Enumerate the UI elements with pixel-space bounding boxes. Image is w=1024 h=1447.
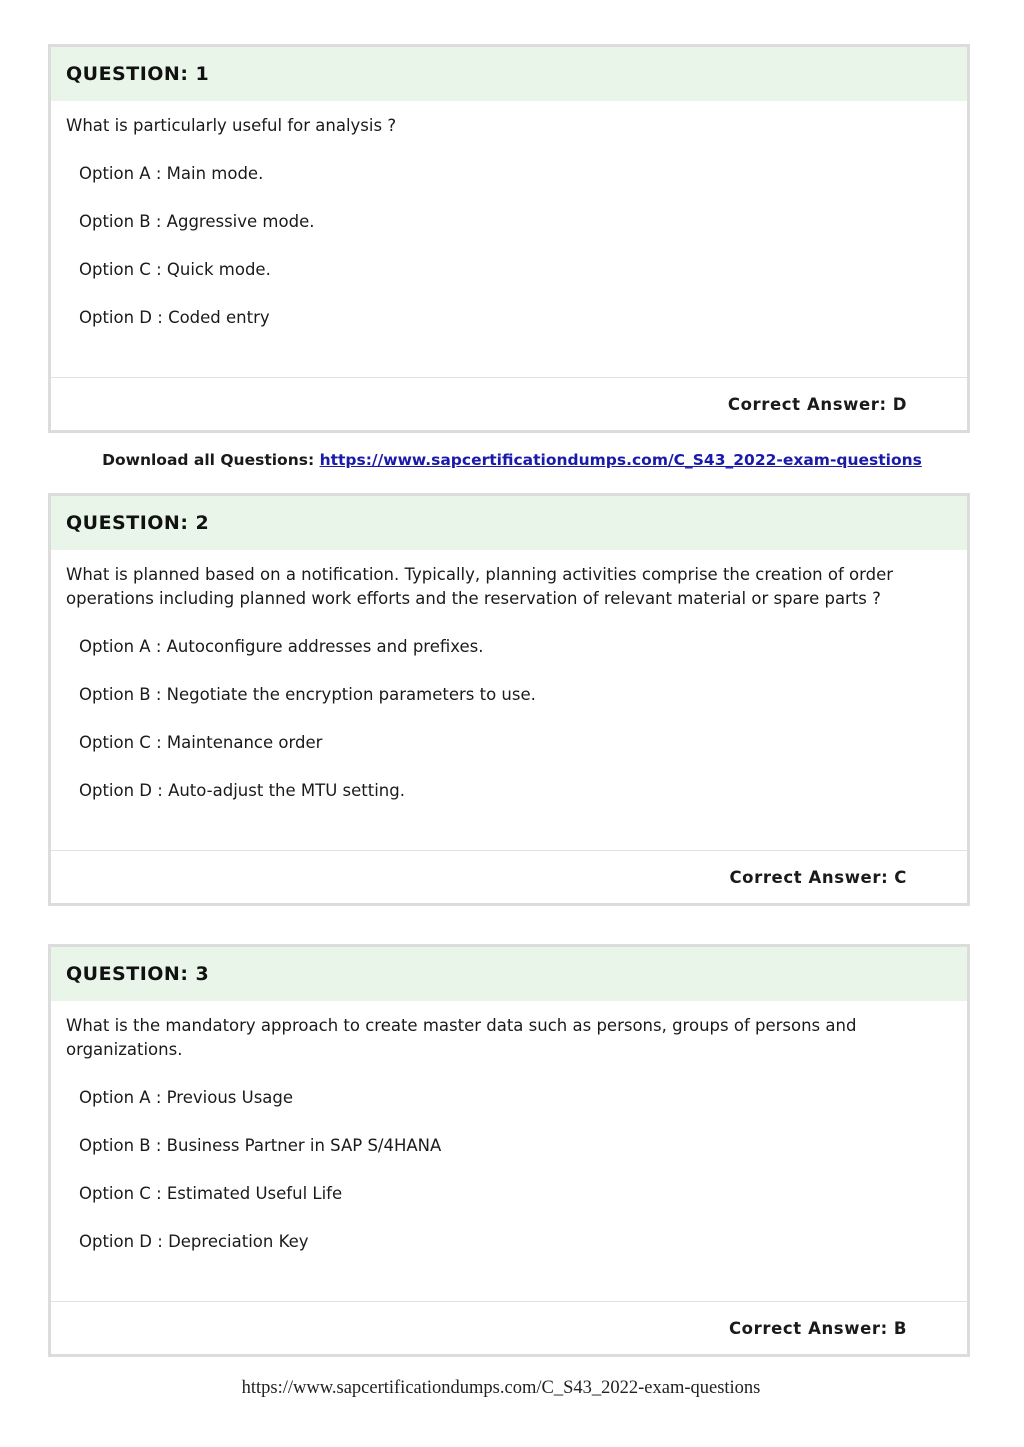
options-list — [66, 162, 952, 330]
footer-url: https://www.sapcertificationdumps.com/C_S43_2022-exam-questions — [241, 1378, 761, 1398]
option-d: Option D : Coded entry — [79, 308, 270, 327]
answer-value: C — [894, 867, 907, 887]
options-list — [66, 635, 952, 803]
download-line — [0, 451, 1024, 469]
option-c: Option C : Quick mode. — [79, 260, 271, 279]
question-heading: QUESTION: 1 — [51, 47, 967, 101]
question-text: What is particularly useful for analysis ? — [66, 116, 397, 135]
option-c: Option C : Maintenance order — [79, 733, 323, 752]
option-a: Option A : Main mode. — [79, 164, 264, 183]
option-b: Option B : Aggressive mode. — [79, 212, 315, 231]
answer-label: Correct Answer: — [727, 394, 887, 414]
answer-label: Correct Answer: — [729, 867, 889, 887]
download-label: Download all Questions: — [102, 451, 315, 469]
question-heading: QUESTION: 2 — [51, 496, 967, 550]
option-a: Option A : Previous Usage — [79, 1088, 294, 1107]
question-text: What is the mandatory approach to create master data such as persons, groups of persons and organizations. — [66, 1016, 857, 1059]
question-card-3 — [48, 944, 970, 1357]
option-c: Option C : Estimated Useful Life — [79, 1184, 343, 1203]
question-body — [51, 550, 967, 803]
question-body — [51, 1001, 967, 1254]
option-b: Option B : Negotiate the encryption parameters to use. — [79, 685, 536, 704]
option-b: Option B : Business Partner in SAP S/4HANA — [79, 1136, 442, 1155]
answer-row — [51, 850, 967, 903]
question-body — [51, 101, 967, 330]
question-text: What is planned based on a notification. Typically, planning activities comprise the creation of order operations including planned work efforts and the reservation of relevant material or spare parts ? — [66, 565, 894, 608]
answer-row — [51, 377, 967, 430]
option-d: Option D : Depreciation Key — [79, 1232, 309, 1251]
answer-label: Correct Answer: — [728, 1318, 888, 1338]
question-card-1 — [48, 44, 970, 433]
answer-value: D — [892, 394, 907, 414]
option-d: Option D : Auto-adjust the MTU setting. — [79, 781, 405, 800]
question-card-2 — [48, 493, 970, 906]
answer-row — [51, 1301, 967, 1354]
question-heading: QUESTION: 3 — [51, 947, 967, 1001]
download-link[interactable]: https://www.sapcertificationdumps.com/C_S43_2022-exam-questions — [319, 451, 922, 469]
answer-value: B — [893, 1318, 907, 1338]
options-list — [66, 1086, 952, 1254]
option-a: Option A : Autoconfigure addresses and prefixes. — [79, 637, 484, 656]
